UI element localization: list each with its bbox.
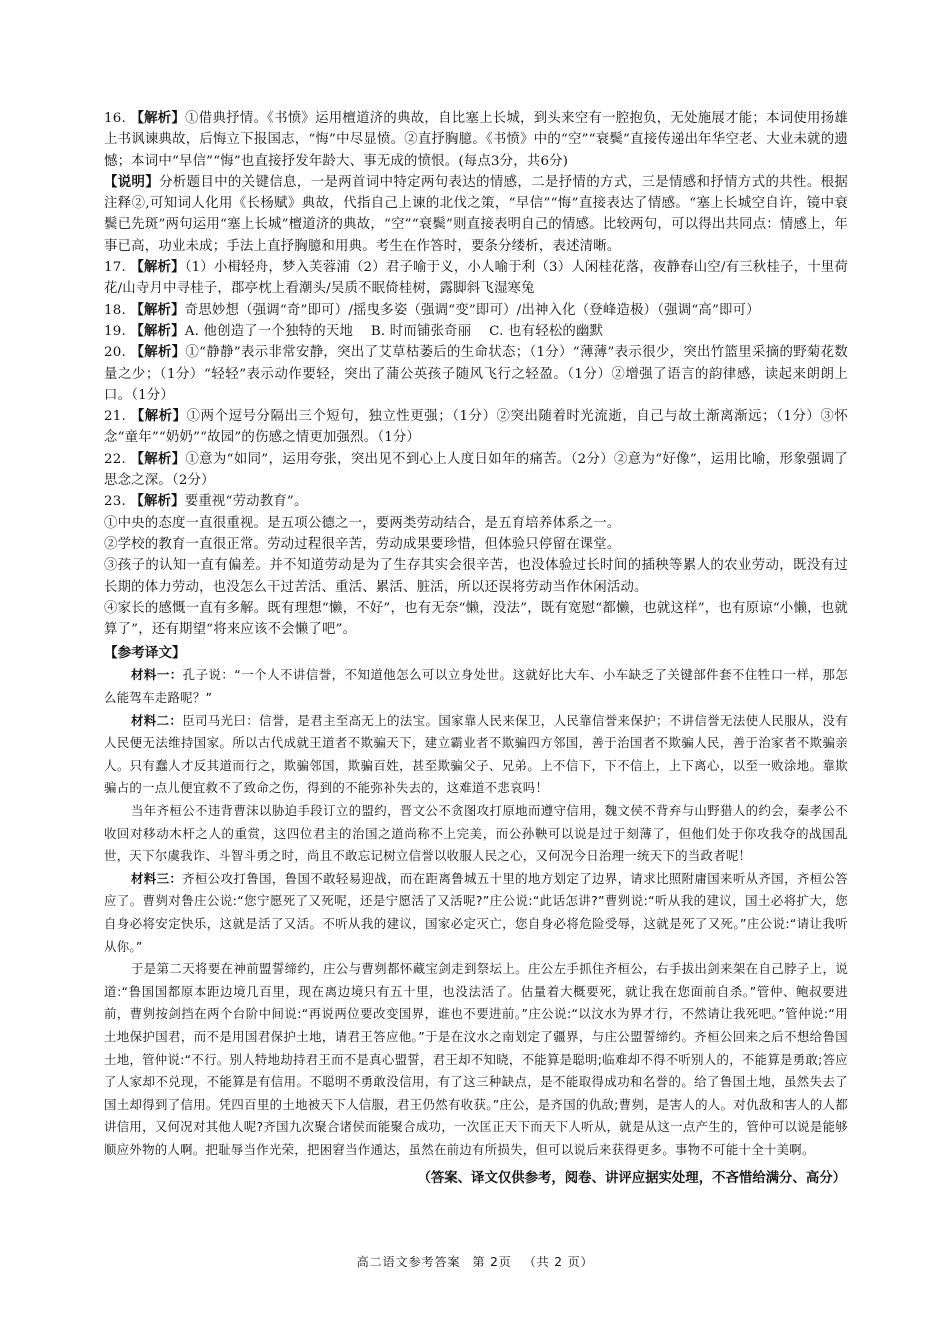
note-16: 【说明】分析题目中的关键信息，一是两首词中特定两句表达的情感，二是抒情的方式，三是情感和抒情方式的共性。根据注释②,可知词人化用《长杨赋》典故，代指自己上谏的北伐之策，“早信”“悔”直接表达了情感。“塞上长城空自许，镜中衰鬓已先斑”两句运用“塞上长城”檀道济的典故，“空”“衰鬓”则直接表明自己的情感。比较两句，可以得出共同点：情感上，年事已高，功业未成；手法上直抒胸臆和用典。考生在作答时，要条分缕析，表述清晰。 xyxy=(104,173,848,254)
answer-23-point: ③孩子的认知一直有偏差。并不知道劳动是为了生存其实会很辛苦，也没体验过长时间的插秧等累人的农业劳动，既没有过长期的体力劳动，也没怎么干过苦活、重活、累活、脏活，所以还误将劳动当作休闲活动。 xyxy=(104,558,848,595)
answer-23-point: ④家长的感慨一直有多解。既有理想“懒，不好”，也有无奈“懒，没法”，既有宽慰“都懒，也就这样”，也有原谅“小懒，也就算了”，还有期望“将来应该不会懒了吧”。 xyxy=(104,600,848,638)
answer-16: 16. 【解析】①借典抒情。《书愤》运用檀道济的典故，自比塞上长城，到头来空有一腔抱负，无处施展才能；本词使用扬雄上书讽谏典故，后悔立下报国志，“悔”中尽显愤。②直抒胸臆。《书愤》中的“空”“衰鬓”直接传递出年华空老、大业未就的遗憾；本词中“早信”“悔”也直接抒发年龄大、事无成的愤恨。(每点3分，共6分) xyxy=(104,110,848,169)
translation-heading: 【参考译文】 xyxy=(104,645,186,662)
answer-23-point: ②学校的教育一直很正常。劳动过程很辛苦，劳动成果要珍惜，但体验只停留在课堂。 xyxy=(104,536,621,552)
translation-paragraph: 当年齐桓公不违背曹沫以胁迫手段订立的盟约，晋文公不贪图攻打原地而遵守信用，魏文侯不背弃与山野猎人的约会，秦孝公不收回对移动木杆之人的重赏，这四位君主的治国之道尚称不上完美，而公孙鞅可以说是过于刻薄了，但他们处于你攻我夺的战国乱世，天下尔虞我诈、斗智斗勇之时，尚且不敢忘记树立信誉以收服人民之心，又何况今日治理一统天下的当政者呢！ xyxy=(104,802,848,864)
answer-23: 23. 【解析】要重视“劳动教育”。 xyxy=(104,493,308,510)
closing-note: （答案、译文仅供参考，阅卷、讲评应据实处理，不吝惜给满分、高分） xyxy=(417,1170,846,1187)
footer-page: 第 2页 xyxy=(472,1255,512,1269)
footer-total: （共 2 页） xyxy=(523,1255,594,1269)
translation-paragraph: 材料三：齐桓公攻打鲁国，鲁国不敢轻易迎战，而在距离鲁城五十里的地方划定了边界，请求比照附庸国来听从齐国，齐桓公答应了。曹刿对鲁庄公说:“您宁愿死了又死呢，还是宁愿活了又活呢?”庄公说:“此话怎讲?”曹刿说:“听从我的建议，国土必将扩大，您自身必将安定快乐，这就是活了又活。不听从我的建议，国家必定灭亡，您自身必将危险受辱，这就是死了又死。”庄公说:“请让我听从你。” xyxy=(104,870,848,954)
translation-paragraph: 于是第二天将要在神前盟誓缔约，庄公与曹刿都怀藏宝剑走到祭坛上。庄公左手抓住齐桓公，右手拔出剑来架在自己脖子上，说道:“鲁国国都原本距边境几百里，现在离边境只有五十里，也没法活了。估量着大概要死，就让我在您面前自杀。”管仲、鲍叔要进前，曹刿按剑挡在两个台阶中间说:“再说两位要改变国界，谁也不要进前。”庄公说:“以汶水为界才行，不然请让我死吧。”管仲说:“用土地保护国君，而不是用国君保护土地，请君王答应他。”于是在汶水之南划定了疆界，与庄公盟誓缔约。齐桓公回来之后不想给鲁国土地，管仲说:“不行。别人特地劫持君王而不是真心盟誓，君王却不知晓，不能算是聪明;临难却不得不听别人的，不能算是勇敢;答应了人家却不兑现，不能算是有信用。不聪明不勇敢没信用，有了这三种缺点，是不能取得成功和名誉的。给了鲁国土地，虽然失去了国土却得到了信用。凭四百里的土地被天下人信服，君王仍然有收获。”庄公，是齐国的仇敌;曹刿，是害人的人。对仇敌和害人的人都讲信用，又何况对其他人呢?齐国九次聚合诸侯而能聚合成功，一次匡正天下而天下人听从，就是从这一点产生的，管仲可以说是能够顺应外物的人啊。把耻辱当作光荣，把困窘当作通达，虽然在前边有所损失，但可以说后来获得更多。事物不可能十全十美啊。 xyxy=(104,961,848,1157)
translation-paragraph: 材料一：孔子说：“一个人不讲信誉，不知道他怎么可以立身处世。这就好比大车、小车缺乏了关键部件套不住牲口一样，那怎么能驾车走路呢？” xyxy=(104,667,848,706)
answer-document xyxy=(104,108,848,1189)
answer-18: 18. 【解析】奇思妙想（强调“奇”即可）/摇曳多姿（强调“变”即可）/出神入化（登峰造极）（强调“高”即可） xyxy=(104,301,760,318)
footer-subject: 高二语文参考答案 xyxy=(356,1255,461,1269)
page-footer xyxy=(0,1253,950,1270)
answer-19: 19. 【解析】A. 他创造了一个独特的天地 B. 时而铺张奇丽 C. 也有轻松的幽默 xyxy=(104,322,604,339)
translation-paragraph: 材料二：臣司马光曰：信誉，是君主至高无上的法宝。国家靠人民来保卫，人民靠信誉来保护；不讲信誉无法使人民服从，没有人民便无法维持国家。所以古代成就王道者不欺骗天下，建立霸业者不欺骗四方邻国，善于治国者不欺骗人民，善于治家者不欺骗亲人。只有蠢人才反其道而行之，欺骗邻国，欺骗百姓，甚至欺骗父子、兄弟。上不信下，下不信上，上下离心，以至一败涂地。靠欺骗占的一点儿便宜救不了致命之伤，得到的不能弥补失去的，这难道不悲哀吗！ xyxy=(104,712,848,796)
answer-21: 21. 【解析】①两个逗号分隔出三个短句，独立性更强；（1分）②突出随着时光流逝，自己与故土渐离渐远；（1分）③怀念“童年”“奶奶”“故园”的伤感之情更加强烈。（1分） xyxy=(104,408,848,446)
answer-20: 20. 【解析】①“静静”表示非常安静，突出了艾草枯萎后的生命状态；（1分）“薄薄”表示很少，突出竹篮里采摘的野菊花数量之少；（1分）“轻轻”表示动作要轻，突出了蒲公英孩子随风飞行之轻盈。（1分）②增强了语言的韵律感，读起来朗朗上口。（1分） xyxy=(104,344,848,403)
answer-17: 17. 【解析】（1）小楫轻舟，梦入芙蓉浦（2）君子喻于义，小人喻于利（3）人闲桂花落，夜静春山空/有三秋桂子，十里荷花/山寺月中寻桂子，郡亭枕上看潮头/吴质不眠倚桂树，露脚斜飞湿寒兔 xyxy=(104,259,848,297)
answer-22: 22. 【解析】①意为“如同”，运用夸张，突出见不到心上人度日如年的痛苦。（2分）②意为“好像”，运用比喻，形象强调了思念之深。（2分） xyxy=(104,450,848,489)
answer-23-point: ①中央的态度一直很重视。是五项公德之一，要两类劳动结合，是五育培养体系之一。 xyxy=(104,515,621,531)
